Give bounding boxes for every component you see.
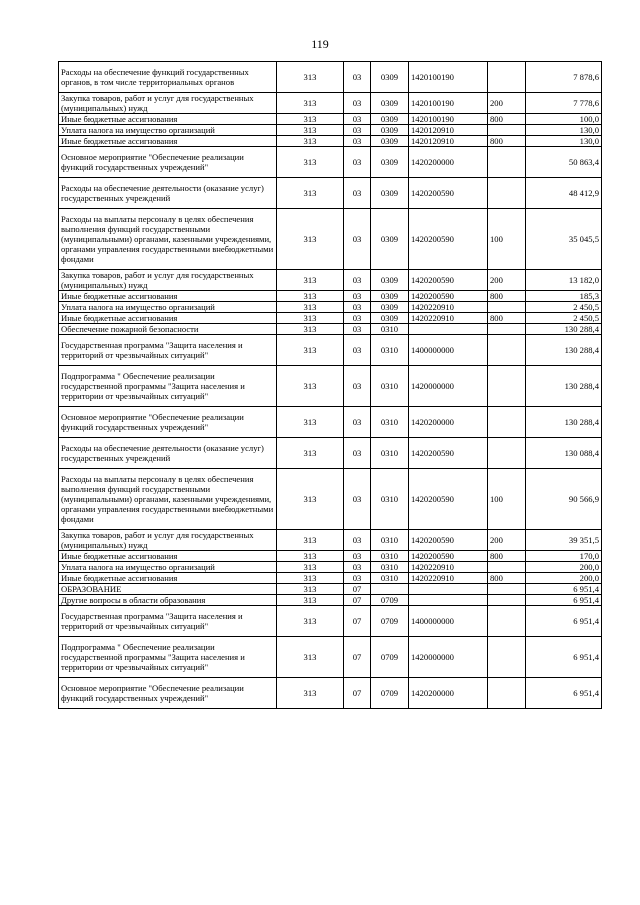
target-article-code-cell: 1400000000 [409,335,488,366]
target-article-code-cell [409,324,488,335]
subsection-code-cell: 0309 [371,302,409,313]
section-code-cell: 07 [344,606,371,637]
ministry-code-cell: 313 [277,313,344,324]
expense-type-code-cell [488,562,526,573]
target-article-code-cell: 1420200590 [409,291,488,302]
amount-cell: 185,3 [526,291,602,302]
ministry-code-cell: 313 [277,62,344,93]
target-article-code-cell: 1420200000 [409,147,488,178]
section-code-cell: 03 [344,324,371,335]
subsection-code-cell: 0309 [371,291,409,302]
expense-type-code-cell [488,595,526,606]
amount-cell: 13 182,0 [526,270,602,291]
target-article-code-cell [409,595,488,606]
ministry-code-cell: 313 [277,407,344,438]
section-code-cell: 03 [344,93,371,114]
table-row [59,678,602,709]
subsection-code-cell: 0309 [371,147,409,178]
subsection-code-cell: 0310 [371,551,409,562]
table-row [59,366,602,407]
section-code-cell: 03 [344,366,371,407]
item-name-cell: Иные бюджетные ассигнования [59,136,277,147]
section-code-cell: 07 [344,584,371,595]
section-code-cell: 03 [344,270,371,291]
target-article-code-cell: 1420200000 [409,678,488,709]
item-name-cell: Иные бюджетные ассигнования [59,551,277,562]
expense-type-code-cell: 200 [488,93,526,114]
expense-type-code-cell [488,584,526,595]
ministry-code-cell: 313 [277,291,344,302]
ministry-code-cell: 313 [277,125,344,136]
subsection-code-cell: 0309 [371,178,409,209]
ministry-code-cell: 313 [277,209,344,270]
amount-cell: 50 863,4 [526,147,602,178]
amount-cell: 6 951,4 [526,595,602,606]
expense-type-code-cell [488,302,526,313]
amount-cell: 130 288,4 [526,335,602,366]
ministry-code-cell: 313 [277,324,344,335]
section-code-cell: 03 [344,469,371,530]
target-article-code-cell: 1420200590 [409,469,488,530]
subsection-code-cell: 0310 [371,573,409,584]
target-article-code-cell: 1400000000 [409,606,488,637]
target-article-code-cell: 1420100190 [409,93,488,114]
table-row [59,407,602,438]
section-code-cell: 03 [344,125,371,136]
item-name-cell: Закупка товаров, работ и услуг для государственных (муниципальных) нужд [59,530,277,551]
target-article-code-cell: 1420200590 [409,551,488,562]
table-row [59,530,602,551]
item-name-cell: Расходы на выплаты персоналу в целях обеспечения выполнения функций государственными (муниципальными) органами, казенными учреждениями, органами управления государственными внебюджетными фондами [59,469,277,530]
target-article-code-cell: 1420120910 [409,125,488,136]
expense-type-code-cell [488,147,526,178]
amount-cell: 6 951,4 [526,584,602,595]
table-row [59,324,602,335]
table-row [59,313,602,324]
section-code-cell: 03 [344,562,371,573]
subsection-code-cell: 0309 [371,93,409,114]
ministry-code-cell: 313 [277,178,344,209]
table-row [59,209,602,270]
amount-cell: 6 951,4 [526,606,602,637]
table-row [59,595,602,606]
table-row [59,93,602,114]
target-article-code-cell: 1420000000 [409,637,488,678]
target-article-code-cell: 1420200590 [409,530,488,551]
section-code-cell: 03 [344,302,371,313]
table-row [59,270,602,291]
amount-cell: 7 778,6 [526,93,602,114]
ministry-code-cell: 313 [277,270,344,291]
target-article-code-cell: 1420220910 [409,302,488,313]
amount-cell: 90 566,9 [526,469,602,530]
item-name-cell: Подпрограмма " Обеспечение реализации государственной программы "Защита населения и территории от чрезвычайных ситуаций" [59,366,277,407]
section-code-cell: 03 [344,335,371,366]
ministry-code-cell: 313 [277,562,344,573]
subsection-code-cell: 0709 [371,595,409,606]
item-name-cell: Расходы на обеспечение деятельности (оказание услуг) государственных учреждений [59,438,277,469]
ministry-code-cell: 313 [277,302,344,313]
expense-type-code-cell [488,637,526,678]
amount-cell: 130 288,4 [526,366,602,407]
ministry-code-cell: 313 [277,606,344,637]
item-name-cell: Закупка товаров, работ и услуг для государственных (муниципальных) нужд [59,270,277,291]
subsection-code-cell: 0310 [371,324,409,335]
target-article-code-cell: 1420200590 [409,438,488,469]
subsection-code-cell: 0309 [371,209,409,270]
expense-type-code-cell [488,438,526,469]
item-name-cell: Основное мероприятие "Обеспечение реализации функций государственных учреждений" [59,678,277,709]
subsection-code-cell: 0709 [371,637,409,678]
table-row [59,62,602,93]
table-row [59,438,602,469]
table-row [59,147,602,178]
expense-type-code-cell: 100 [488,209,526,270]
target-article-code-cell: 1420220910 [409,562,488,573]
table-row [59,469,602,530]
item-name-cell: Закупка товаров, работ и услуг для государственных (муниципальных) нужд [59,93,277,114]
subsection-code-cell: 0309 [371,114,409,125]
ministry-code-cell: 313 [277,114,344,125]
table-row [59,136,602,147]
ministry-code-cell: 313 [277,530,344,551]
amount-cell: 130,0 [526,136,602,147]
expense-type-code-cell [488,125,526,136]
item-name-cell: Другие вопросы в области образования [59,595,277,606]
expense-type-code-cell: 800 [488,313,526,324]
section-code-cell: 03 [344,209,371,270]
target-article-code-cell: 1420000000 [409,366,488,407]
table-row [59,302,602,313]
table-row [59,606,602,637]
amount-cell: 200,0 [526,562,602,573]
subsection-code-cell: 0709 [371,606,409,637]
ministry-code-cell: 313 [277,551,344,562]
section-code-cell: 07 [344,595,371,606]
section-code-cell: 03 [344,530,371,551]
item-name-cell: Государственная программа "Защита населения и территорий от чрезвычайных ситуаций" [59,606,277,637]
ministry-code-cell: 313 [277,147,344,178]
subsection-code-cell: 0310 [371,366,409,407]
table-row [59,114,602,125]
amount-cell: 170,0 [526,551,602,562]
ministry-code-cell: 313 [277,595,344,606]
expense-type-code-cell: 800 [488,291,526,302]
amount-cell: 48 412,9 [526,178,602,209]
expense-type-code-cell: 100 [488,469,526,530]
amount-cell: 7 878,6 [526,62,602,93]
amount-cell: 200,0 [526,573,602,584]
section-code-cell: 03 [344,438,371,469]
item-name-cell: Иные бюджетные ассигнования [59,313,277,324]
amount-cell: 6 951,4 [526,678,602,709]
item-name-cell: Уплата налога на имущество организаций [59,302,277,313]
ministry-code-cell: 313 [277,438,344,469]
expense-type-code-cell [488,62,526,93]
amount-cell: 6 951,4 [526,637,602,678]
table-row [59,551,602,562]
target-article-code-cell: 1420100190 [409,62,488,93]
subsection-code-cell: 0310 [371,562,409,573]
section-code-cell: 03 [344,407,371,438]
subsection-code-cell: 0310 [371,407,409,438]
target-article-code-cell: 1420120910 [409,136,488,147]
section-code-cell: 03 [344,313,371,324]
item-name-cell: Уплата налога на имущество организаций [59,125,277,136]
table-row [59,178,602,209]
item-name-cell: Расходы на обеспечение деятельности (оказание услуг) государственных учреждений [59,178,277,209]
subsection-code-cell: 0310 [371,335,409,366]
subsection-code-cell: 0309 [371,125,409,136]
ministry-code-cell: 313 [277,637,344,678]
item-name-cell: Основное мероприятие "Обеспечение реализации функций государственных учреждений" [59,147,277,178]
subsection-code-cell [371,584,409,595]
target-article-code-cell: 1420220910 [409,313,488,324]
item-name-cell: Иные бюджетные ассигнования [59,114,277,125]
expense-type-code-cell [488,678,526,709]
target-article-code-cell: 1420200590 [409,270,488,291]
item-name-cell: Уплата налога на имущество организаций [59,562,277,573]
amount-cell: 130 288,4 [526,407,602,438]
table-row [59,291,602,302]
table-row [59,562,602,573]
subsection-code-cell: 0709 [371,678,409,709]
amount-cell: 35 045,5 [526,209,602,270]
subsection-code-cell: 0310 [371,438,409,469]
item-name-cell: ОБРАЗОВАНИЕ [59,584,277,595]
expense-type-code-cell [488,407,526,438]
expense-type-code-cell: 800 [488,136,526,147]
amount-cell: 100,0 [526,114,602,125]
amount-cell: 130,0 [526,125,602,136]
table-row [59,125,602,136]
section-code-cell: 03 [344,551,371,562]
expense-type-code-cell: 200 [488,530,526,551]
expense-type-code-cell: 200 [488,270,526,291]
section-code-cell: 03 [344,147,371,178]
section-code-cell: 07 [344,637,371,678]
target-article-code-cell: 1420200590 [409,209,488,270]
ministry-code-cell: 313 [277,678,344,709]
item-name-cell: Подпрограмма " Обеспечение реализации государственной программы "Защита населения и территории от чрезвычайных ситуаций" [59,637,277,678]
table-row [59,573,602,584]
ministry-code-cell: 313 [277,366,344,407]
table-row [59,335,602,366]
section-code-cell: 07 [344,678,371,709]
subsection-code-cell: 0309 [371,136,409,147]
table-row [59,637,602,678]
item-name-cell: Иные бюджетные ассигнования [59,291,277,302]
target-article-code-cell: 1420200000 [409,407,488,438]
amount-cell: 2 450,5 [526,302,602,313]
ministry-code-cell: 313 [277,573,344,584]
expense-type-code-cell: 800 [488,551,526,562]
target-article-code-cell [409,584,488,595]
expense-type-code-cell [488,606,526,637]
subsection-code-cell: 0309 [371,62,409,93]
section-code-cell: 03 [344,573,371,584]
target-article-code-cell: 1420100190 [409,114,488,125]
amount-cell: 130 088,4 [526,438,602,469]
section-code-cell: 03 [344,291,371,302]
amount-cell: 2 450,5 [526,313,602,324]
item-name-cell: Расходы на выплаты персоналу в целях обеспечения выполнения функций государственными (муниципальными) органами, казенными учреждениями, органами управления государственными внебюджетными фондами [59,209,277,270]
ministry-code-cell: 313 [277,584,344,595]
subsection-code-cell: 0309 [371,313,409,324]
subsection-code-cell: 0309 [371,270,409,291]
item-name-cell: Расходы на обеспечение функций государственных органов, в том числе территориальных органов [59,62,277,93]
ministry-code-cell: 313 [277,469,344,530]
expense-type-code-cell [488,335,526,366]
budget-table [58,61,602,709]
expense-type-code-cell: 800 [488,114,526,125]
target-article-code-cell: 1420220910 [409,573,488,584]
section-code-cell: 03 [344,114,371,125]
expense-type-code-cell [488,366,526,407]
ministry-code-cell: 313 [277,93,344,114]
section-code-cell: 03 [344,136,371,147]
amount-cell: 130 288,4 [526,324,602,335]
section-code-cell: 03 [344,178,371,209]
expense-type-code-cell: 800 [488,573,526,584]
expense-type-code-cell [488,324,526,335]
target-article-code-cell: 1420200590 [409,178,488,209]
subsection-code-cell: 0310 [371,469,409,530]
amount-cell: 39 351,5 [526,530,602,551]
item-name-cell: Обеспечение пожарной безопасности [59,324,277,335]
ministry-code-cell: 313 [277,335,344,366]
subsection-code-cell: 0310 [371,530,409,551]
table-row [59,584,602,595]
item-name-cell: Государственная программа "Защита населения и территорий от чрезвычайных ситуаций" [59,335,277,366]
expense-type-code-cell [488,178,526,209]
item-name-cell: Основное мероприятие "Обеспечение реализации функций государственных учреждений" [59,407,277,438]
page-number: 119 [311,37,329,51]
item-name-cell: Иные бюджетные ассигнования [59,573,277,584]
section-code-cell: 03 [344,62,371,93]
ministry-code-cell: 313 [277,136,344,147]
